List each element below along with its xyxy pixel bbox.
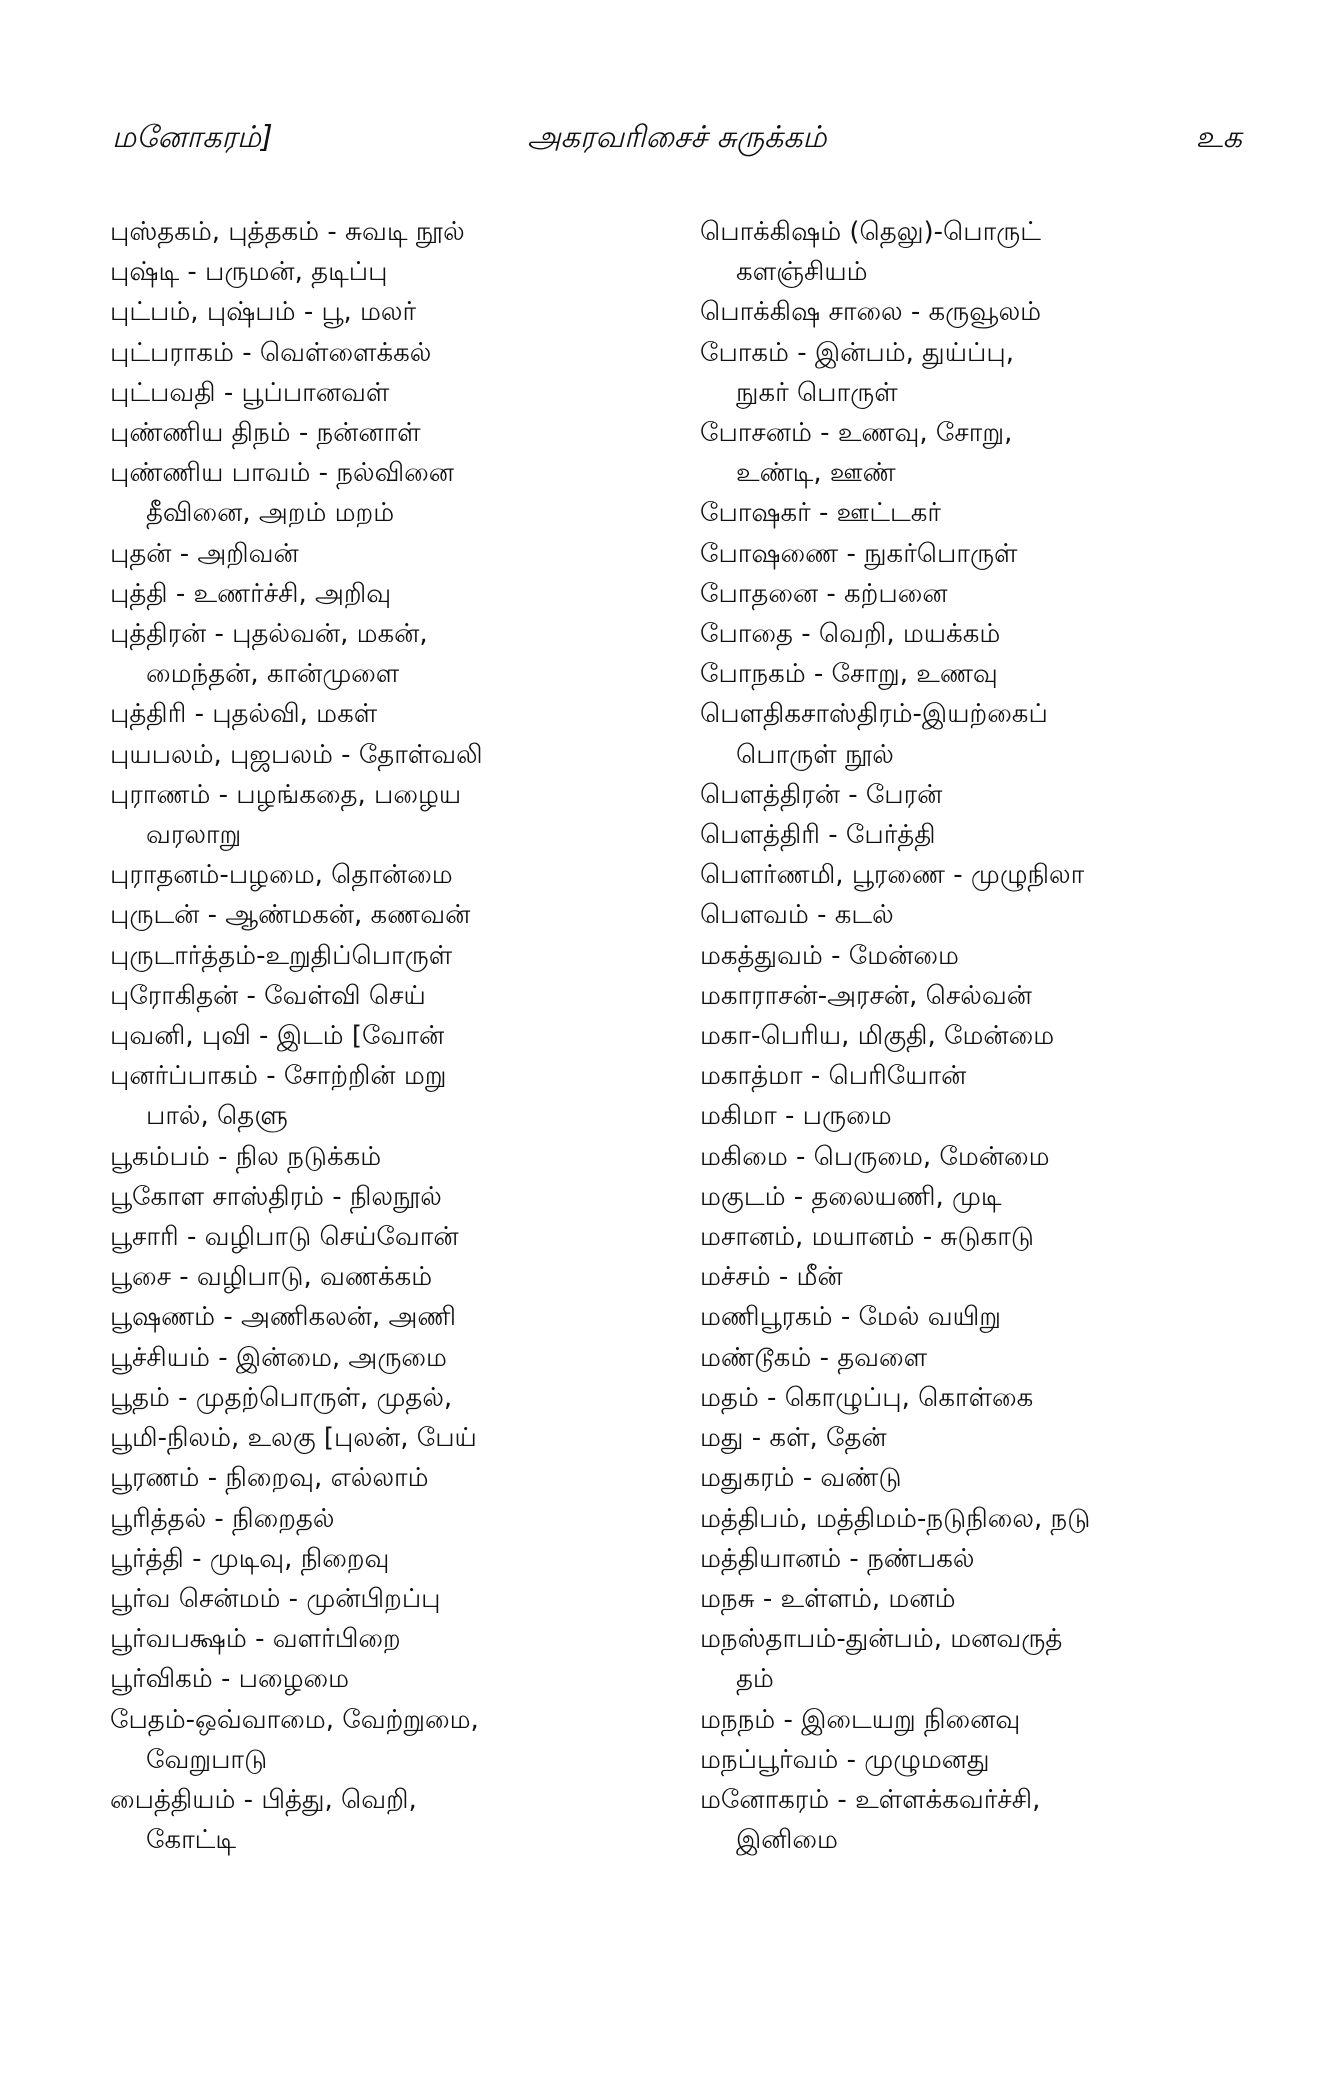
entry-continuation: வேறுபாடு [146, 1744, 268, 1775]
dictionary-entry [110, 534, 670, 574]
entry-text: பொக்கிஷ சாலை - கருவூலம் [700, 297, 1042, 328]
entry-continuation: தீவினை, அறம் மறம் [146, 498, 395, 529]
dictionary-entry [700, 1177, 1260, 1217]
entry-text: புராணம் - பழங்கதை, பழைய [110, 779, 462, 810]
entry-continuation: பால், தெளு [146, 1101, 288, 1132]
dictionary-entry [700, 1458, 1260, 1498]
entry-text: போகம் - இன்பம், துய்ப்பு, [700, 337, 1014, 368]
dictionary-entry [110, 1338, 670, 1378]
entry-text: மனோகரம் - உள்ளக்கவர்ச்சி, [700, 1784, 1041, 1815]
dictionary-entry [110, 614, 670, 694]
entry-text: பூச்சியம் - இன்மை, அருமை [110, 1342, 447, 1373]
entry-text: போஷகர் - ஊட்டகர் [700, 498, 941, 529]
entry-text: புருடன் - ஆண்மகன், கணவன் [110, 900, 471, 931]
dictionary-entry [110, 1780, 670, 1860]
dictionary-entry [110, 895, 670, 935]
dictionary-entry [110, 373, 670, 413]
dictionary-entry [110, 1297, 670, 1337]
entry-text: பூமி-நிலம், உலகு [புலன், பேய் [110, 1423, 477, 1454]
entry-continuation: இனிமை [736, 1825, 838, 1856]
entry-text: பூசை - வழிபாடு, வணக்கம் [110, 1262, 433, 1293]
entry-text: மகாத்மா - பெரியோன் [700, 1061, 967, 1092]
entry-text: பூர்வ சென்மம் - முன்பிறப்பு [110, 1583, 441, 1614]
entry-text: போதை - வெறி, மயக்கம் [700, 619, 1001, 650]
dictionary-entry [700, 1499, 1260, 1539]
dictionary-entry [700, 1700, 1260, 1740]
dictionary-entry [700, 1016, 1260, 1056]
dictionary-entry [110, 1137, 670, 1177]
dictionary-entry [110, 1619, 670, 1659]
dictionary-entry [110, 1217, 670, 1257]
dictionary-entry [110, 1659, 670, 1699]
entry-text: பௌத்திரி - பேர்த்தி [700, 820, 936, 851]
dictionary-entry [110, 574, 670, 614]
entry-text: மதம் - கொழுப்பு, கொள்கை [700, 1382, 1034, 1413]
entry-text: மது - கள், தேன் [700, 1423, 887, 1454]
dictionary-entry [700, 1056, 1260, 1096]
entry-text: புதன் - அறிவன் [110, 538, 299, 569]
entry-text: மகிமை - பெருமை, மேன்மை [700, 1141, 1050, 1172]
entry-text: பூரணம் - நிறைவு, எல்லாம் [110, 1463, 429, 1494]
dictionary-entry [110, 1056, 670, 1136]
dictionary-entry [700, 1378, 1260, 1418]
dictionary-entry [700, 1780, 1260, 1860]
dictionary-entry [110, 453, 670, 533]
entry-text: புஸ்தகம், புத்தகம் - சுவடி நூல் [110, 217, 465, 247]
entry-text: பைத்தியம் - பித்து, வெறி, [110, 1784, 417, 1815]
page-header [112, 118, 1242, 158]
dictionary-entry [700, 413, 1260, 493]
dictionary-entry [110, 855, 670, 895]
dictionary-entry [110, 252, 670, 292]
header-page-number: உக [1195, 120, 1242, 155]
dictionary-entry [700, 1539, 1260, 1579]
dictionary-entry [700, 1257, 1260, 1297]
dictionary-entry [700, 654, 1260, 694]
right-column [700, 212, 1260, 1860]
dictionary-entry [700, 855, 1260, 895]
entry-continuation: தம் [736, 1664, 774, 1695]
dictionary-entry [110, 694, 670, 734]
entry-text: மண்டூகம் - தவளை [700, 1342, 928, 1373]
entry-continuation: உண்டி, ஊண் [736, 458, 896, 489]
entry-text: மநநம் - இடையறு நினைவு [700, 1704, 1021, 1735]
entry-continuation: நுகர் பொருள் [736, 377, 898, 408]
entry-text: புட்பம், புஷ்பம் - பூ, மலர் [110, 297, 417, 328]
entry-text: மகிமா - பருமை [700, 1101, 892, 1132]
entry-text: புராதனம்-பழமை, தொன்மை [110, 860, 453, 891]
dictionary-entry [110, 1378, 670, 1418]
entry-text: பேதம்-ஒவ்வாமை, வேற்றுமை, [110, 1704, 479, 1735]
entry-text: புரோகிதன் - வேள்வி செய் [110, 980, 426, 1011]
entry-text: மகா-பெரிய, மிகுதி, மேன்மை [700, 1021, 1055, 1052]
header-title: அகரவரிசைச் சுருக்கம் [527, 120, 827, 155]
dictionary-entry [700, 292, 1260, 332]
dictionary-entry [110, 1418, 670, 1458]
entry-text: புயபலம், புஜபலம் - தோள்வலி [110, 739, 483, 770]
dictionary-entry [110, 1257, 670, 1297]
dictionary-entry [700, 574, 1260, 614]
entry-text: புத்திரன் - புதல்வன், மகன், [110, 619, 428, 650]
entry-text: புருடார்த்தம்-உறுதிப்பொருள் [110, 940, 453, 971]
entry-text: பூர்த்தி - முடிவு, நிறைவு [110, 1543, 390, 1574]
entry-continuation: வரலாறு [146, 820, 242, 851]
entry-text: பூகோள சாஸ்திரம் - நிலநூல் [110, 1181, 442, 1212]
dictionary-entry [700, 976, 1260, 1016]
dictionary-entry [110, 936, 670, 976]
entry-text: பூஷணம் - அணிகலன், அணி [110, 1302, 457, 1333]
entry-text: புத்தி - உணர்ச்சி, அறிவு [110, 578, 392, 609]
dictionary-entry [700, 1740, 1260, 1780]
dictionary-entry [700, 1418, 1260, 1458]
entry-text: மச்சம் - மீன் [700, 1262, 843, 1293]
entry-text: பூகம்பம் - நில நடுக்கம் [110, 1141, 382, 1172]
dictionary-entry [110, 775, 670, 855]
entry-text: மகுடம் - தலையணி, முடி [700, 1181, 1002, 1212]
entry-text: போதனை - கற்பனை [700, 578, 948, 609]
dictionary-entry [700, 333, 1260, 413]
dictionary-entry [110, 976, 670, 1016]
entry-text: பௌவம் - கடல் [700, 900, 894, 931]
dictionary-entry [110, 333, 670, 373]
dictionary-entry [700, 1579, 1260, 1619]
entry-text: புனர்ப்பாகம் - சோற்றின் மறு [110, 1061, 447, 1092]
entry-text: பௌத்திரன் - பேரன் [700, 779, 943, 810]
dictionary-entry [110, 292, 670, 332]
entry-continuation: பொருள் நூல் [736, 739, 894, 770]
dictionary-entry [700, 534, 1260, 574]
dictionary-entry [110, 212, 670, 252]
dictionary-entry [700, 694, 1260, 774]
entry-text: புண்ணிய திநம் - நன்னாள் [110, 418, 421, 449]
entry-text: பொக்கிஷம் (தெலு)-பொருட் [700, 217, 1041, 247]
entry-text: புவனி, புவி - இடம் [வோன் [110, 1021, 445, 1052]
entry-text: பௌர்ணமி, பூரணை - முழுநிலா [700, 860, 1085, 891]
entry-text: மநப்பூர்வம் - முழுமனது [700, 1744, 990, 1775]
entry-text: மகத்துவம் - மேன்மை [700, 940, 959, 971]
dictionary-entry [110, 1539, 670, 1579]
entry-text: மசானம், மயானம் - சுடுகாடு [700, 1222, 1035, 1253]
dictionary-entry [700, 614, 1260, 654]
dictionary-entry [700, 775, 1260, 815]
dictionary-entry [700, 1096, 1260, 1136]
dictionary-entry [700, 212, 1260, 292]
entry-text: போஷணை - நுகர்பொருள் [700, 538, 1018, 569]
dictionary-entry [700, 815, 1260, 855]
entry-text: மகாராசன்-அரசன், செல்வன் [700, 980, 1032, 1011]
entry-text: பௌதிகசாஸ்திரம்-இயற்கைப் [700, 699, 1048, 730]
dictionary-entry [110, 1579, 670, 1619]
entry-text: மத்திபம், மத்திமம்-நடுநிலை, நடு [700, 1503, 1091, 1534]
dictionary-entry [110, 1458, 670, 1498]
entry-text: போநகம் - சோறு, உணவு [700, 659, 998, 690]
dictionary-entry [110, 1016, 670, 1056]
dictionary-entry [700, 895, 1260, 935]
dictionary-entry [110, 1700, 670, 1780]
dictionary-entry [110, 1499, 670, 1539]
entry-text: பூதம் - முதற்பொருள், முதல், [110, 1382, 453, 1413]
left-column [110, 212, 670, 1860]
entry-continuation: மைந்தன், கான்முளை [146, 659, 400, 690]
entry-text: பூர்விகம் - பழைமை [110, 1664, 350, 1695]
entry-text: மநஸ்தாபம்-துன்பம், மனவருத் [700, 1624, 1063, 1655]
dictionary-entry [110, 735, 670, 775]
entry-continuation: களஞ்சியம் [736, 257, 868, 288]
entry-text: பூரித்தல் - நிறைதல் [110, 1503, 335, 1534]
entry-text: புண்ணிய பாவம் - நல்வினை [110, 458, 454, 489]
entry-text: புத்திரி - புதல்வி, மகள் [110, 699, 378, 730]
entry-text: பூசாரி - வழிபாடு செய்வோன் [110, 1222, 459, 1253]
dictionary-entry [110, 1177, 670, 1217]
dictionary-entry [700, 1137, 1260, 1177]
entry-text: புஷ்டி - பருமன், தடிப்பு [110, 257, 388, 288]
entry-text: மநசு - உள்ளம், மனம் [700, 1583, 956, 1614]
entry-continuation: கோட்டி [146, 1825, 237, 1856]
dictionary-entry [700, 936, 1260, 976]
entry-text: மதுகரம் - வண்டு [700, 1463, 902, 1494]
dictionary-entry [700, 1217, 1260, 1257]
entry-text: புட்பவதி - பூப்பானவள் [110, 377, 390, 408]
entry-text: போசனம் - உணவு, சோறு, [700, 418, 1013, 449]
dictionary-entry [700, 1619, 1260, 1699]
dictionary-entry [700, 1338, 1260, 1378]
header-section-label: மனோகரம்] [112, 120, 273, 155]
entry-text: மத்தியானம் - நண்பகல் [700, 1543, 975, 1574]
dictionary-entry [700, 493, 1260, 533]
entry-text: பூர்வபக்ஷம் - வளர்பிறை [110, 1624, 401, 1655]
dictionary-entry [110, 413, 670, 453]
entry-text: புட்பராகம் - வெள்ளைக்கல் [110, 337, 432, 368]
entry-text: மணிபூரகம் - மேல் வயிறு [700, 1302, 1002, 1333]
dictionary-entry [700, 1297, 1260, 1337]
